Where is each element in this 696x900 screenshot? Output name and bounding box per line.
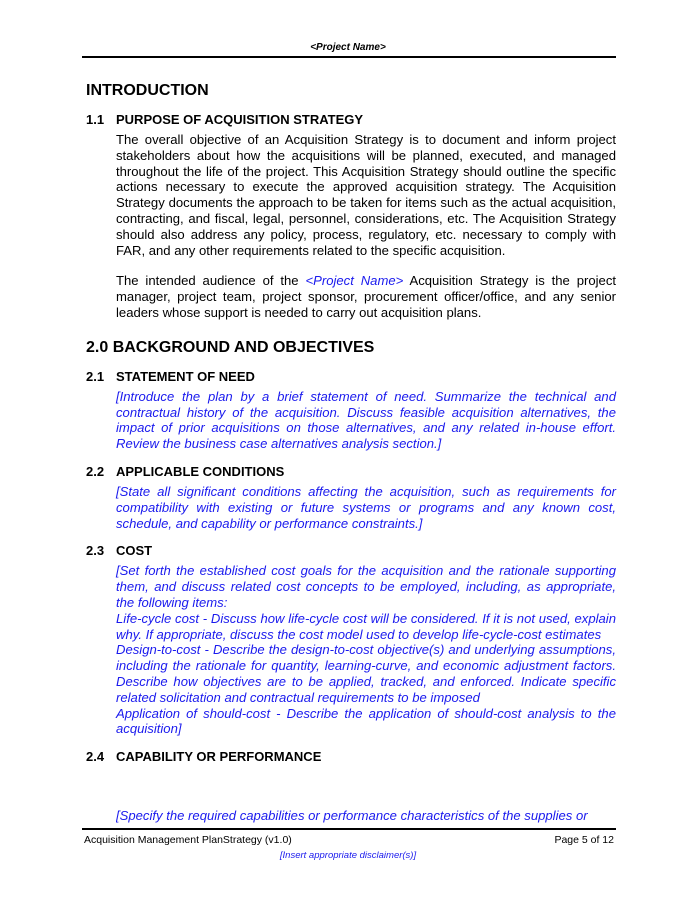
instruction-text: Life-cycle cost - Discuss how life-cycle cost will be considered. If it is not used, explain why. If appropriate, discuss the cost model used to develop life-cycle-cost estimates bbox=[116, 610, 616, 642]
section-title: COST bbox=[116, 543, 153, 559]
instruction-text: Design-to-cost - Describe the design-to-cost objective(s) and underlying assumptions, including the rationale for quantity, learning-curve, and economic adjustment factors. Describe how objectives are to be applied, tracked, and enforced. Indicate specific related solicitation and contractual requirements to be imposed bbox=[116, 642, 616, 705]
section-title: PURPOSE OF ACQUISITION STRATEGY bbox=[116, 112, 364, 127]
section-2-1-body bbox=[116, 389, 616, 452]
section-2-3-heading bbox=[86, 543, 616, 559]
footer-rule bbox=[82, 828, 616, 830]
section-1-1-heading bbox=[86, 112, 616, 128]
section-2-1-heading bbox=[86, 369, 616, 385]
instruction-text: [Introduce the plan by a brief statement of need. Summarize the technical and contractual history of the acquisition. Discuss feasible acquisition alternatives, the impact of prior acquisitions on those alternatives, and any related in-house effort. Review the business case alternatives analysis section.] bbox=[116, 388, 616, 452]
section-number: 2.3 bbox=[86, 543, 105, 559]
footer-disclaimer: [Insert appropriate disclaimer(s)] bbox=[279, 850, 417, 861]
section-2-4-heading bbox=[86, 749, 616, 765]
project-name-placeholder: <Project Name> bbox=[305, 273, 404, 289]
section-number: 2.4 bbox=[86, 749, 105, 765]
instruction-text: [Set forth the established cost goals for the acquisition and the rationale supporting them, and discuss related cost concepts to be employed, including, as appropriate, the following items: bbox=[116, 563, 616, 610]
paragraph: The overall objective of an Acquisition Strategy is to document and inform project stakeholders about how the acquisitions will be planned, executed, and managed throughout the life of the project. This Acquisition Strategy should outline the specific actions necessary to execute the approved acquisition strategy. The Acquisition Strategy documents the approach to be taken for items such as the actual acquisition, contracting, and fiscal, legal, personnel, considerations, etc. The Acquisition Strategy should also address any policy, process, regulatory, etc. necessary to comply with FAR, and any other requirements related to the specific acquisition. bbox=[116, 132, 616, 258]
section-2-title: 2.0 BACKGROUND AND OBJECTIVES bbox=[86, 338, 375, 356]
section-2-4-body: [Specify the required capabilities or performance characteristics of the supplies or bbox=[116, 808, 588, 823]
footer-doc-title: Acquisition Management PlanStrategy (v1.0) bbox=[84, 834, 292, 846]
section-2-3-body bbox=[116, 563, 616, 737]
paragraph bbox=[116, 273, 616, 320]
section-introduction-title: INTRODUCTION bbox=[86, 82, 209, 99]
text-run: The intended audience of the bbox=[116, 273, 306, 289]
section-2-2-body bbox=[116, 484, 616, 531]
instruction-text: Application of should-cost - Describe the application of should-cost analysis to the acquisition] bbox=[116, 705, 616, 737]
instruction-text: [State all significant conditions affecting the acquisition, such as requirements for compatibility with existing or future systems or programs and any known cost, schedule, and capability or performance constraints.] bbox=[116, 483, 616, 531]
section-title: APPLICABLE CONDITIONS bbox=[116, 463, 285, 479]
header-project-name: <Project Name> bbox=[310, 42, 386, 53]
header-rule bbox=[82, 56, 616, 58]
section-title: STATEMENT OF NEED bbox=[116, 368, 255, 384]
footer-page-number: Page 5 of 12 bbox=[554, 834, 614, 846]
section-number: 2.1 bbox=[86, 368, 105, 384]
section-number: 1.1 bbox=[86, 112, 105, 127]
text-run: Acquisition Strategy is the project manager, project team, project sponsor, procurement officer/office, and any senior leaders whose support is needed to carry out acquisition plans. bbox=[116, 273, 616, 320]
section-1-1-body bbox=[116, 132, 616, 321]
section-number: 2.2 bbox=[86, 463, 105, 479]
section-2-2-heading bbox=[86, 464, 616, 480]
section-title: CAPABILITY OR PERFORMANCE bbox=[116, 749, 322, 765]
page-content bbox=[86, 60, 616, 765]
